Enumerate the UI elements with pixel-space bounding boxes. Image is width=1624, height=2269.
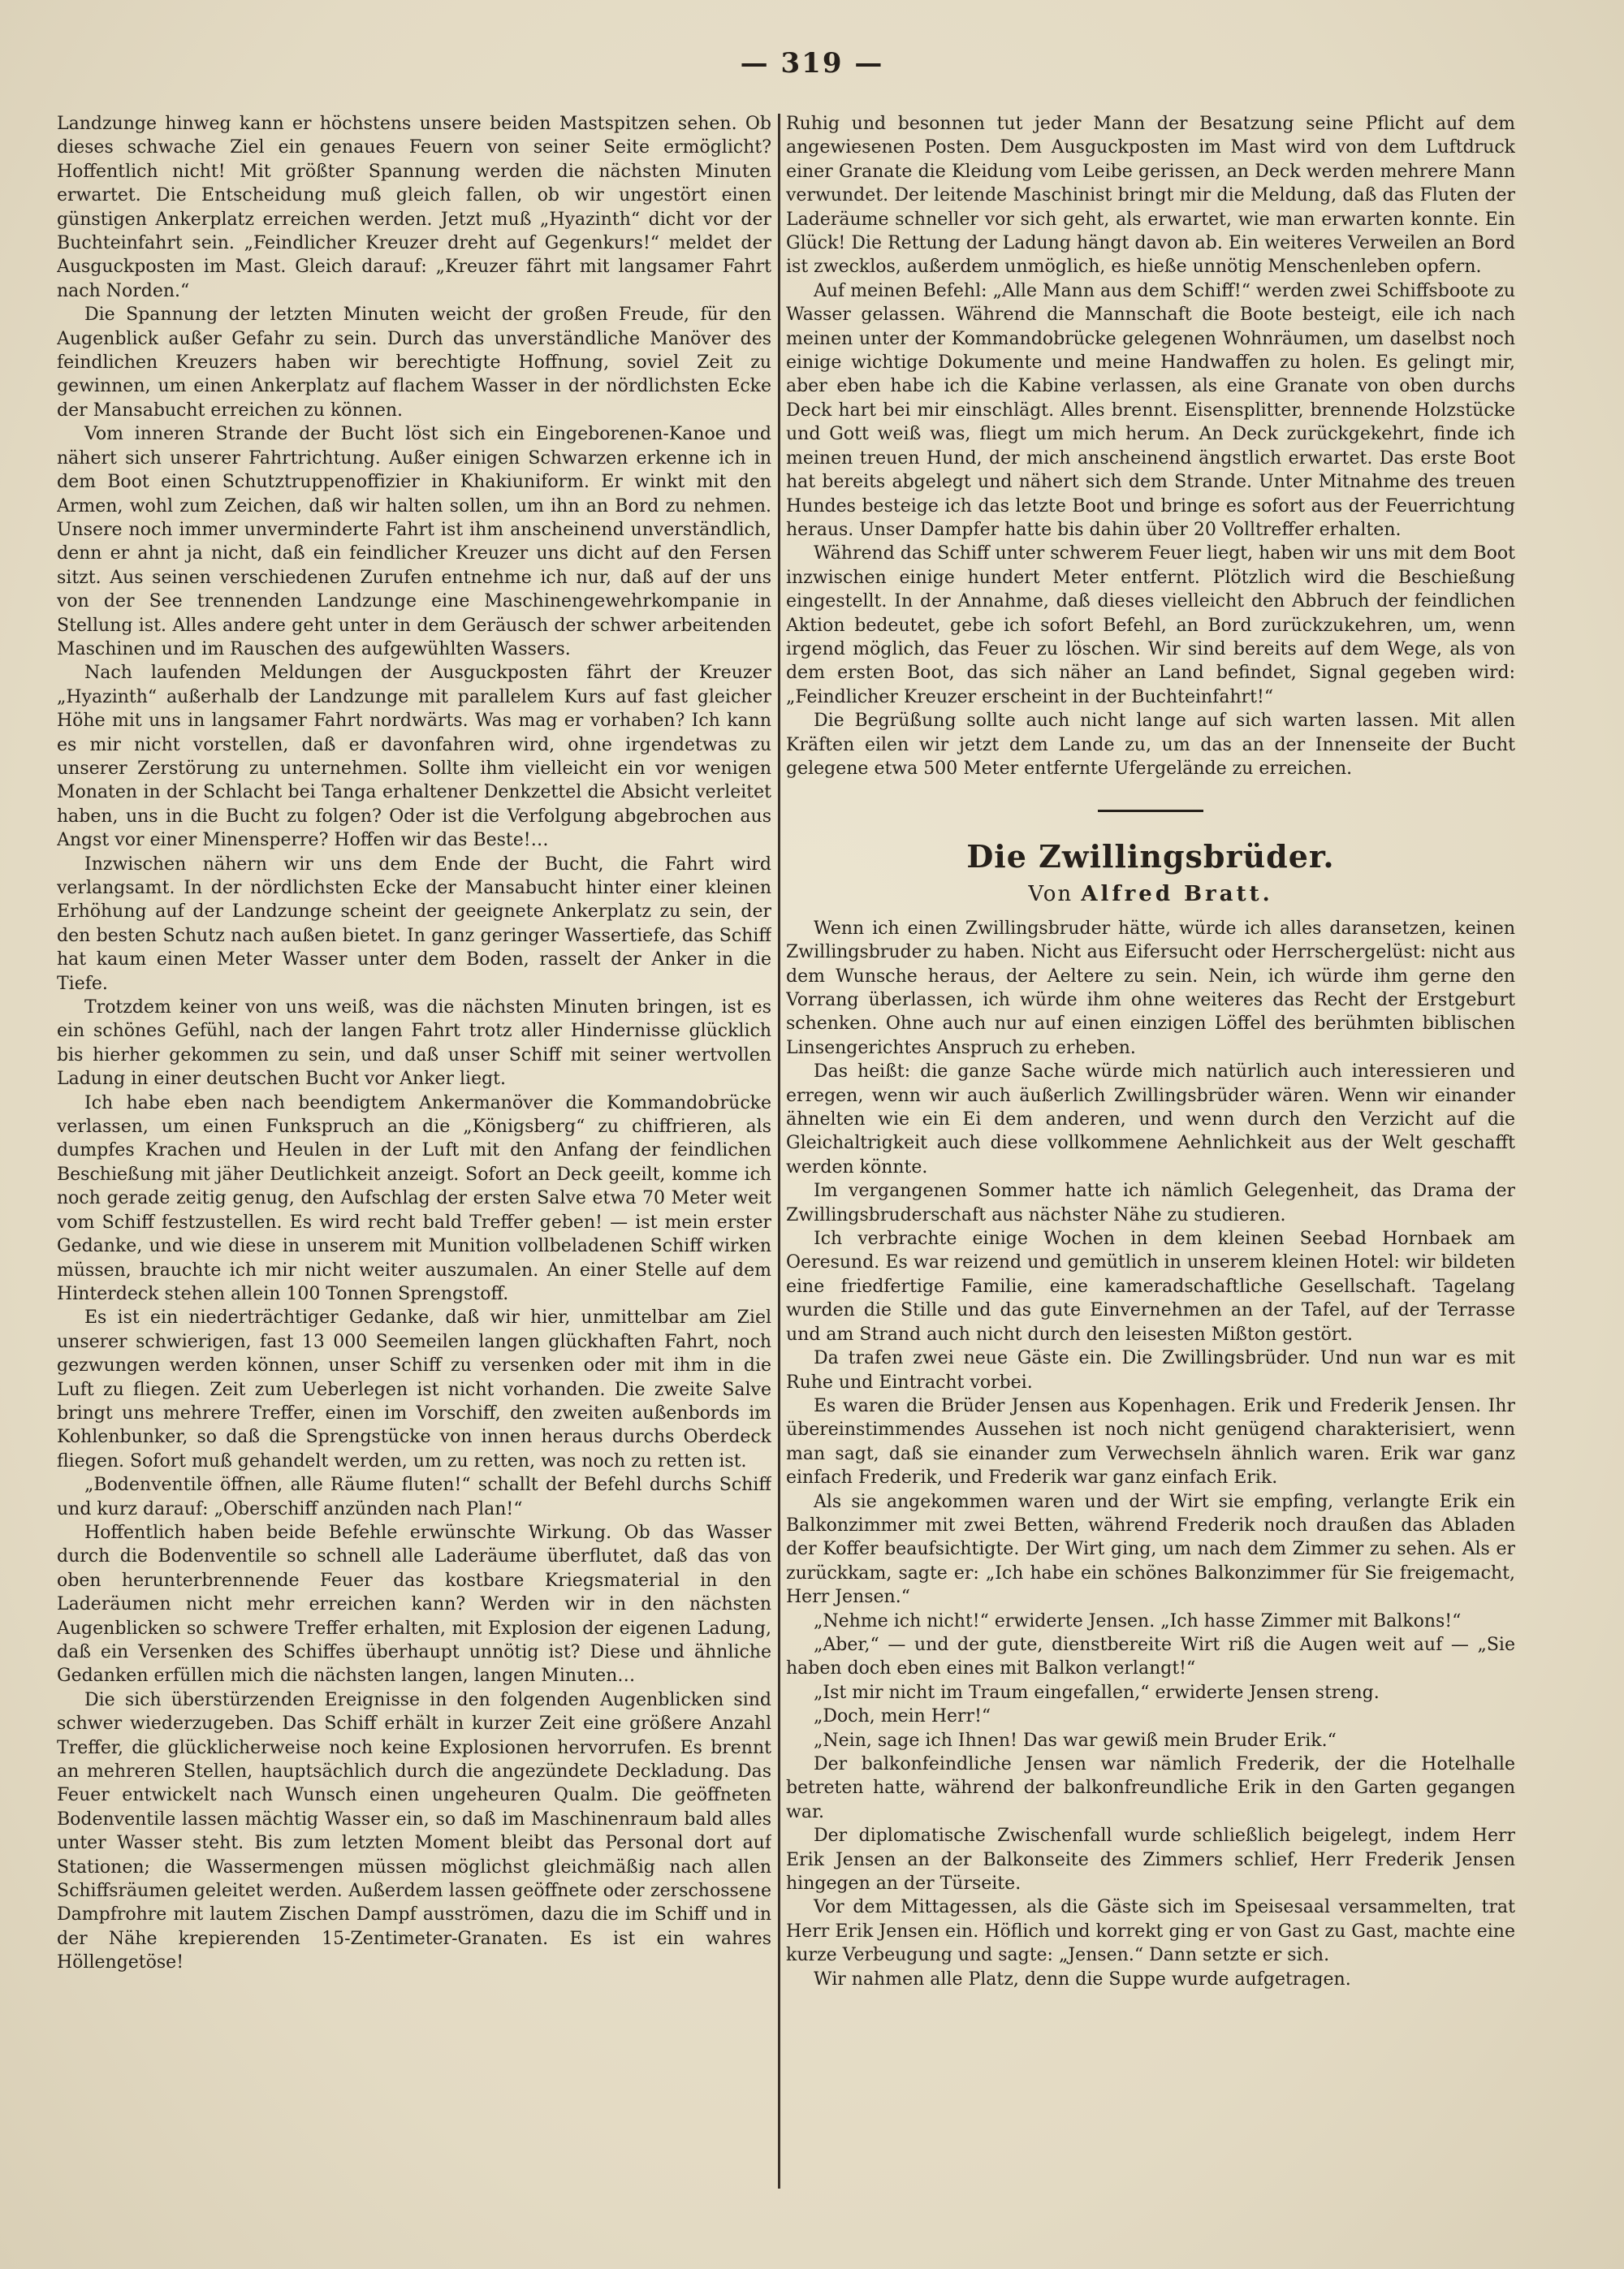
page-number: — 319 — — [740, 47, 884, 80]
paragraph: Ich habe eben nach beendigtem Ankermanöver die Kommandobrücke verlassen, um einen Funkspruch an die „Königsberg“ zu chiffrieren, als dumpfes Krachen und Heulen in der Luft mit den Anfang der feindlichen Beschießung mit jäher Deutlichkeit anzeigt. Sofort an Deck geeilt, komme ich noch gerade zeitig genug, den Aufschlag der ersten Salve etwa 70 Meter weit vom Schiff festzustellen. Es wird recht bald Treffer geben! — ist mein erster Gedanke, und wie diese in unserem mit Munition vollbeladenen Schiff wirken müssen, brauchte ich mir nicht weiter auszumalen. An einer Stelle auf dem Hinterdeck stehen allein 100 Tonnen Sprengstoff. — [57, 1092, 771, 1304]
paragraph: Ruhig und besonnen tut jeder Mann der Besatzung seine Pflicht auf dem angewiesenen Posten. Dem Ausguckposten im Mast wird von dem Luftdruck einer Granate die Kleidung vom Leibe gerissen, an Deck werden mehrere Mann verwundet. Der leitende Maschinist bringt mir die Meldung, daß das Fluten der Laderäume schneller vor sich geht, als erwartet, wie man erwarten konnte. Ein Glück! Die Rettung der Ladung hängt davon ab. Ein weiteres Verweilen an Bord ist zwecklos, außerdem unmöglich, es hieße unnötig Menschenleben opfern. — [786, 114, 1515, 278]
paragraph: Landzunge hinweg kann er höchstens unsere beiden Mastspitzen sehen. Ob dieses schwache Ziel ein genaues Feuern von seiner Seite ermöglicht? Hoffentlich nicht! Mit größter Spannung werden die nächsten Minuten erwartet. Die Entscheidung muß gleich fallen, ob wir ungestört einen günstigen Ankerplatz erreichen werden. Jetzt muß „Hyazinth“ dicht vor der Buchteinfahrt sein. „Feindlicher Kreuzer dreht auf Gegenkurs!“ meldet der Ausguckposten im Mast. Gleich darauf: „Kreuzer fährt mit langsamer Fahrt nach Norden.“ — [57, 114, 771, 301]
paragraph: Ich verbrachte einige Wochen in dem kleinen Seebad Hornbaek am Oeresund. Es war reizend und gemütlich in unserem kleinen Hotel: wir bildeten eine friedfertige Familie, eine kameradschaftliche Gesellschaft. Tagelang wurden die Stille und das gute Einvernehmen an der Tafel, auf der Terrasse und am Strand auch nicht durch den leisesten Mißton gestört. — [786, 1229, 1515, 1345]
paragraph: Als sie angekommen waren und der Wirt sie empfing, verlangte Erik ein Balkonzimmer mit zwei Betten, während Frederik noch draußen das Abladen der Koffer beaufsichtigte. Der Wirt ging, um nach dem Zimmer zu sehen. Als er zurückkam, sagte er: „Ich habe ein schönes Balkonzimmer für Sie freigemacht, Herr Jensen.“ — [786, 1491, 1515, 1608]
byline — [786, 880, 1515, 909]
story-title: Die Zwillingsbrüder. — [966, 837, 1335, 875]
paragraph: Es waren die Brüder Jensen aus Kopenhagen. Erik und Frederik Jensen. Ihr übereinstimmendes Aussehen ist noch nicht genügend charakterisiert, wenn man sagt, daß sie einander zum Verwechseln ähnlich waren. Erik war ganz einfach Frederik, und Frederik war ganz einfach Erik. — [786, 1395, 1515, 1489]
paragraph: Die sich überstürzenden Ereignisse in den folgenden Augenblicken sind schwer wiederzugeben. Das Schiff erhält in kurzer Zeit eine größere Anzahl Treffer, die glücklicherweise noch keine Explosionen hervorrufen. Es brennt an mehreren Stellen, hauptsächlich durch die angezündete Deckladung. Das Feuer entwickelt nach Wunsch einen ungeheuren Qualm. Die geöffneten Bodenventile lassen mächtig Wasser ein, so daß im Maschinenraum bald alles unter Wasser steht. Bis zum letzten Moment bleibt das Personal dort auf Stationen; die Wassermengen müssen möglichst gleichmäßig nach allen Schiffsräumen geleitet werden. Außerdem lassen geöffnete oder zerschossene Dampfrohre mit lautem Zischen Dampf ausströmen, dazu die im Schiff und in der Nähe krepierenden 15-Zentimeter-Granaten. Es ist ein wahres Höllengetöse! — [57, 1689, 771, 1973]
paragraph: Hoffentlich haben beide Befehle erwünschte Wirkung. Ob das Wasser durch die Bodenventile so schnell alle Laderäume überflutet, daß das von oben herunterbrennende Feuer das kostbare Kriegsmaterial in den Laderäumen nicht mehr erreichen kann? Werden wir in den nächsten Augenblicken so schwere Treffer erhalten, mit Explosion der eigenen Ladung, daß ein Versenken des Schiffes überhaupt unnötig ist? Diese und ähnliche Gedanken erfüllen mich die nächsten langen, langen Minuten… — [57, 1522, 771, 1687]
paragraph: „Bodenventile öffnen, alle Räume fluten!“ schallt der Befehl durchs Schiff und kurz darauf: „Oberschiff anzünden nach Plan!“ — [57, 1475, 771, 1519]
paragraph: Der balkonfeindliche Jensen war nämlich Frederik, der die Hotelhalle betreten hatte, während der balkonfreundliche Erik in den Garten gegangen war. — [786, 1754, 1515, 1822]
paragraph: Der diplomatische Zwischenfall wurde schließlich beigelegt, indem Herr Erik Jensen an der Balkonseite des Zimmers schlief, Herr Frederik Jensen hingegen an der Türseite. — [786, 1826, 1515, 1895]
byline-prefix: Von — [1028, 881, 1073, 906]
paragraph: Im vergangenen Sommer hatte ich nämlich Gelegenheit, das Drama der Zwillingsbruderschaft aus nächster Nähe zu studieren. — [786, 1181, 1515, 1225]
paragraph: Es ist ein niederträchtiger Gedanke, daß wir hier, unmittelbar am Ziel unserer schwierigen, fast 13 000 Seemeilen langen glückhaften Fahrt, noch gezwungen werden können, unser Schiff zu versenken oder mit ihm in die Luft zu fliegen. Zeit zum Ueberlegen ist nicht vorhanden. Die zweite Salve bringt uns mehrere Treffer, einen im Vorschiff, den zweiten außenbords im Kohlenbunker, so daß die Sprengstücke von innen heraus durchs Oberdeck fliegen. Sofort muß gehandelt werden, um zu retten, was noch zu retten ist. — [57, 1307, 771, 1472]
paragraph: Auf meinen Befehl: „Alle Mann aus dem Schiff!“ werden zwei Schiffsboote zu Wasser gelassen. Während die Mannschaft die Boote besteigt, eile ich nach meinen unter der Kommandobrücke gelegenen Wohnräumen, um daselbst noch einige wichtige Dokumente und meine Handwaffen zu holen. Es gelingt mir, aber eben habe ich die Kabine verlassen, als eine Granate von oben durchs Deck hart bei mir einschlägt. Alles brennt. Eisensplitter, brennende Holzstücke und Gott weiß was, fliegt um mich herum. An Deck zurückgekehrt, finde ich meinen treuen Hund, der mich anscheinend ängstlich erwartet. Das erste Boot hat bereits abgelegt und nähert sich dem Strande. Unter Mitnahme des treuen Hundes besteige ich das letzte Boot und bringe es sofort aus der Feuerrichtung heraus. Unser Dampfer hatte bis dahin über 20 Volltreffer erhalten. — [786, 280, 1515, 540]
paragraph: Die Spannung der letzten Minuten weicht der großen Freude, für den Augenblick außer Gefahr zu sein. Durch das unverständliche Manöver des feindlichen Kreuzers haben wir berechtigte Hoffnung, soviel Zeit zu gewinnen, um einen Ankerplatz auf flachem Wasser in der nördlichsten Ecke der Mansabucht erreichen zu können. — [57, 305, 771, 421]
paragraph: Das heißt: die ganze Sache würde mich natürlich auch interessieren und erregen, wenn wir auch äußerlich Zwillingsbrüder wären. Wenn wir einander ähnelten wie ein Ei dem anderen, und wenn durch den Verzicht auf die Gleichaltrigkeit auch diese vollkommene Aehnlichkeit aus der Welt geschafft werden könnte. — [786, 1061, 1515, 1178]
paragraph: „Doch, mein Herr!“ — [814, 1706, 991, 1727]
paragraph: Wir nahmen alle Platz, denn die Suppe wurde aufgetragen. — [814, 1969, 1351, 1990]
paragraph: Wenn ich einen Zwillingsbruder hätte, würde ich alles daransetzen, keinen Zwillingsbruder zu haben. Nicht aus Eifersucht oder Herrschergelüst: nicht aus dem Wunsche heraus, der Aeltere zu sein. Nein, ich würde ihm gerne den Vorrang überlassen, ich würde ihm ohne weiteres das Recht der Erstgeburt schenken. Ohne auch nur auf einen einzigen Löffel des berühmten biblischen Linsengerichtes Anspruch zu erheben. — [786, 918, 1515, 1058]
section-divider — [786, 798, 1515, 822]
paragraph: Nach laufenden Meldungen der Ausguckposten fährt der Kreuzer „Hyazinth“ außerhalb der Landzunge mit parallelem Kurs auf fast gleicher Höhe mit uns in langsamer Fahrt nordwärts. Was mag er vorhaben? Ich kann es mir nicht vorstellen, daß er davonfahren wird, ohne irgendetwas zu unserer Zerstörung zu unternehmen. Sollte ihm vielleicht ein vor wenigen Monaten in der Schlacht bei Tanga erhaltener Denkzettel die Absicht verleitet haben, uns in die Bucht zu folgen? Oder ist die Verfolgung abgebrochen aus Angst vor einer Minensperre? Hoffen wir das Beste!… — [57, 663, 771, 851]
paragraph: Da trafen zwei neue Gäste ein. Die Zwillingsbrüder. Und nun war es mit Ruhe und Eintracht vorbei. — [786, 1348, 1515, 1393]
paragraph: Während das Schiff unter schwerem Feuer liegt, haben wir uns mit dem Boot inzwischen einige hundert Meter entfernt. Plötzlich wird die Beschießung eingestellt. In der Annahme, daß dieses vielleicht den Abbruch der feindlichen Aktion bedeutet, gebe ich sofort Befehl, an Bord zurückzukehren, um, wenn irgend möglich, das Feuer zu löschen. Wir sind bereits auf dem Wege, als von dem ersten Boot, das sich näher an Land befindet, Signal gegeben wird: „Feindlicher Kreuzer erscheint in der Buchteinfahrt!“ — [786, 543, 1515, 707]
author-name: Alfred Bratt. — [1081, 881, 1273, 906]
paragraph: „Nehme ich nicht!“ erwiderte Jensen. „Ich hasse Zimmer mit Balkons!“ — [814, 1610, 1462, 1632]
paragraph: Inzwischen nähern wir uns dem Ende der Bucht, die Fahrt wird verlangsamt. In der nördlichsten Ecke der Mansabucht hinter einer kleinen Erhöhung auf der Landzunge scheint der geeignete Ankerplatz zu sein, der den besten Schutz nach außen bietet. In ganz geringer Wassertiefe, das Schiff hat kaum einen Meter Wasser unter dem Boden, rasselt der Anker in die Tiefe. — [57, 854, 771, 994]
paragraph: Die Begrüßung sollte auch nicht lange auf sich warten lassen. Mit allen Kräften eilen wir jetzt dem Lande zu, um das an der Innenseite der Bucht gelegene etwa 500 Meter entfernte Ufergelände zu erreichen. — [786, 711, 1515, 779]
left-column — [57, 112, 771, 2191]
column-divider-rule — [778, 114, 780, 2189]
paragraph: „Ist mir nicht im Traum eingefallen,“ erwiderte Jensen streng. — [814, 1682, 1380, 1703]
paragraph: Vor dem Mittagessen, als die Gäste sich im Speisesaal versammelten, trat Herr Erik Jensen ein. Höflich und korrekt ging er von Gast zu Gast, machte eine kurze Verbeugung und sagte: „Jensen.“ Dann setzte er sich. — [786, 1897, 1515, 1966]
paragraph: „Nein, sage ich Ihnen! Das war gewiß mein Bruder Erik.“ — [814, 1730, 1337, 1751]
right-column — [786, 112, 1515, 2191]
paragraph: Vom inneren Strande der Bucht löst sich ein Eingeborenen-Kanoe und nähert sich unserer Fahrtrichtung. Außer einigen Schwarzen erkenne ich in dem Boot einen Schutztruppenoffizier in Khakiuniform. Er winkt mit den Armen, wohl zum Zeichen, daß wir halten sollen, um ihn an Bord zu nehmen. Unsere noch immer unverminderte Fahrt ist ihm anscheinend unverständlich, denn er ahnt ja nicht, daß ein feindlicher Kreuzer uns dicht auf den Fersen sitzt. Aus seinen verschiedenen Zurufen entnehme ich nur, daß auf der uns von der See trennenden Landzunge eine Maschinengewehrkompanie in Stellung ist. Alles andere geht unter in dem Geräusch der schwer arbeitenden Maschinen und im Rauschen des aufgewühlten Wassers. — [57, 424, 771, 659]
paragraph: „Aber,“ — und der gute, dienstbereite Wirt riß die Augen weit auf — „Sie haben doch eben eines mit Balkon verlangt!“ — [786, 1634, 1515, 1679]
paragraph: Trotzdem keiner von uns weiß, was die nächsten Minuten bringen, ist es ein schönes Gefühl, nach der langen Fahrt trotz aller Hindernisse glücklich bis hierher gekommen zu sein, und daß unser Schiff mit seiner wertvollen Ladung in einer deutschen Bucht vor Anker liegt. — [57, 997, 771, 1090]
